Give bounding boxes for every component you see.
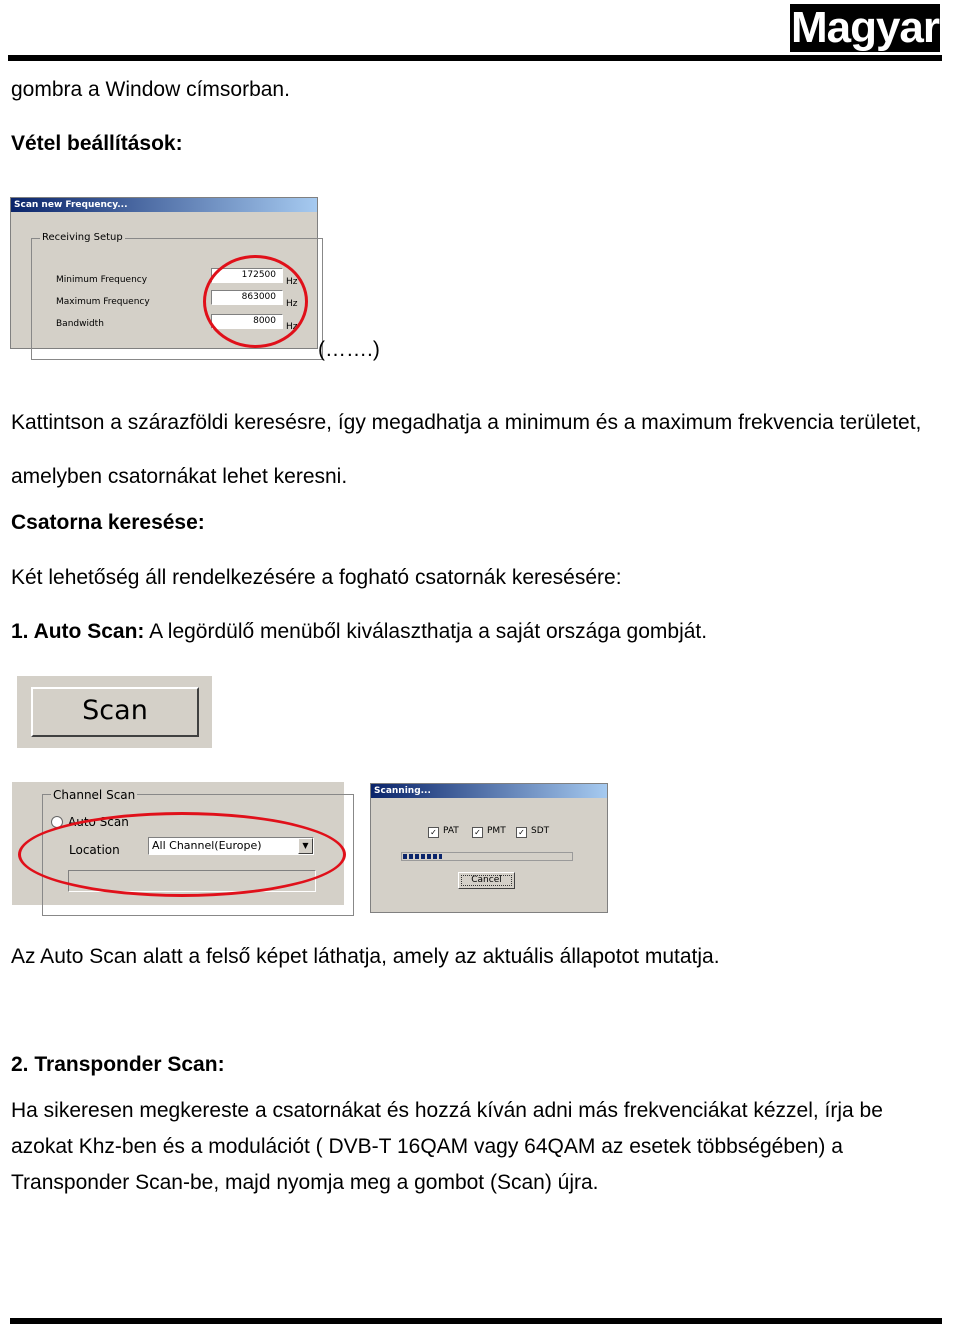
sdt-label: SDT	[531, 826, 550, 836]
scan-button-image	[17, 676, 212, 748]
transponder-paragraph: Ha sikeresen megkereste a csatornákat és hozzá kíván adni más frekvenciákat kézzel, írja be azokat Khz-ben és a modulációt ( DVB-T 16QAM vagy 64QAM az esetek többségében) a Transponder Scan-be, majd nyomja meg a gombot (Scan) újra.	[11, 1099, 883, 1194]
pat-label: PAT	[443, 826, 459, 836]
footer-rule	[10, 1318, 942, 1324]
location-label: Location	[69, 843, 120, 857]
cancel-button[interactable]: Cancel	[458, 872, 515, 889]
transponder-heading: 2. Transponder Scan:	[11, 1053, 225, 1076]
scan-button[interactable]: Scan	[31, 687, 199, 737]
max-frequency-field[interactable]: 863000	[211, 290, 283, 305]
auto-scan-label: Auto Scan	[68, 815, 129, 829]
auto-scan-text: A legördülő menüből kiválaszthatja a saját országa gombját.	[149, 620, 708, 643]
header-rule	[8, 55, 942, 61]
sdt-checkbox[interactable]: ✓	[516, 827, 527, 838]
min-frequency-label: Minimum Frequency	[56, 275, 148, 285]
pmt-label: PMT	[487, 826, 506, 836]
min-frequency-field[interactable]: 172500	[211, 268, 283, 283]
unit-label: Hz	[286, 277, 298, 287]
scan-progress-bar	[401, 852, 573, 861]
scan-progress-fill	[403, 854, 442, 859]
section-heading-reception: Vétel beállítások:	[11, 132, 183, 155]
terrestrial-paragraph: Kattintson a szárazföldi keresésre, így megadhatja a minimum és a maximum frekvencia területet, amelyben csatornákat lehet keresni.	[11, 411, 922, 488]
dialog-title: Scan new Frequency...	[11, 198, 317, 212]
chevron-down-icon[interactable]: ▼	[298, 838, 313, 854]
bandwidth-label: Bandwidth	[56, 319, 104, 329]
auto-scan-status-text: Az Auto Scan alatt a felső képet láthatja, amely az aktuális állapotot mutatja.	[11, 945, 720, 968]
pmt-checkbox[interactable]: ✓	[472, 827, 483, 838]
pat-checkbox[interactable]: ✓	[428, 827, 439, 838]
section-heading-channel-search: Csatorna keresése:	[11, 511, 205, 534]
continuation-text: gombra a Window címsorban.	[11, 78, 290, 101]
group-title: Receiving Setup	[42, 232, 123, 243]
bandwidth-field[interactable]: 8000	[211, 314, 283, 329]
highlight-ring	[18, 812, 346, 897]
auto-scan-line	[11, 619, 707, 645]
auto-scan-heading: 1. Auto Scan:	[11, 620, 145, 643]
highlight-ring	[203, 255, 308, 348]
unit-label: Hz	[286, 322, 298, 332]
max-frequency-label: Maximum Frequency	[56, 297, 150, 307]
two-options-text: Két lehetőség áll rendelkezésére a fogható csatornák keresésére:	[11, 566, 622, 589]
dialog-title: Scanning...	[371, 784, 607, 798]
location-value: All Channel(Europe)	[152, 839, 262, 852]
language-badge: Magyar	[790, 3, 940, 52]
scanning-dialog	[370, 783, 608, 913]
group-title: Channel Scan	[53, 788, 136, 802]
ellipsis-text: (…….)	[318, 338, 380, 361]
unit-label: Hz	[286, 299, 298, 309]
